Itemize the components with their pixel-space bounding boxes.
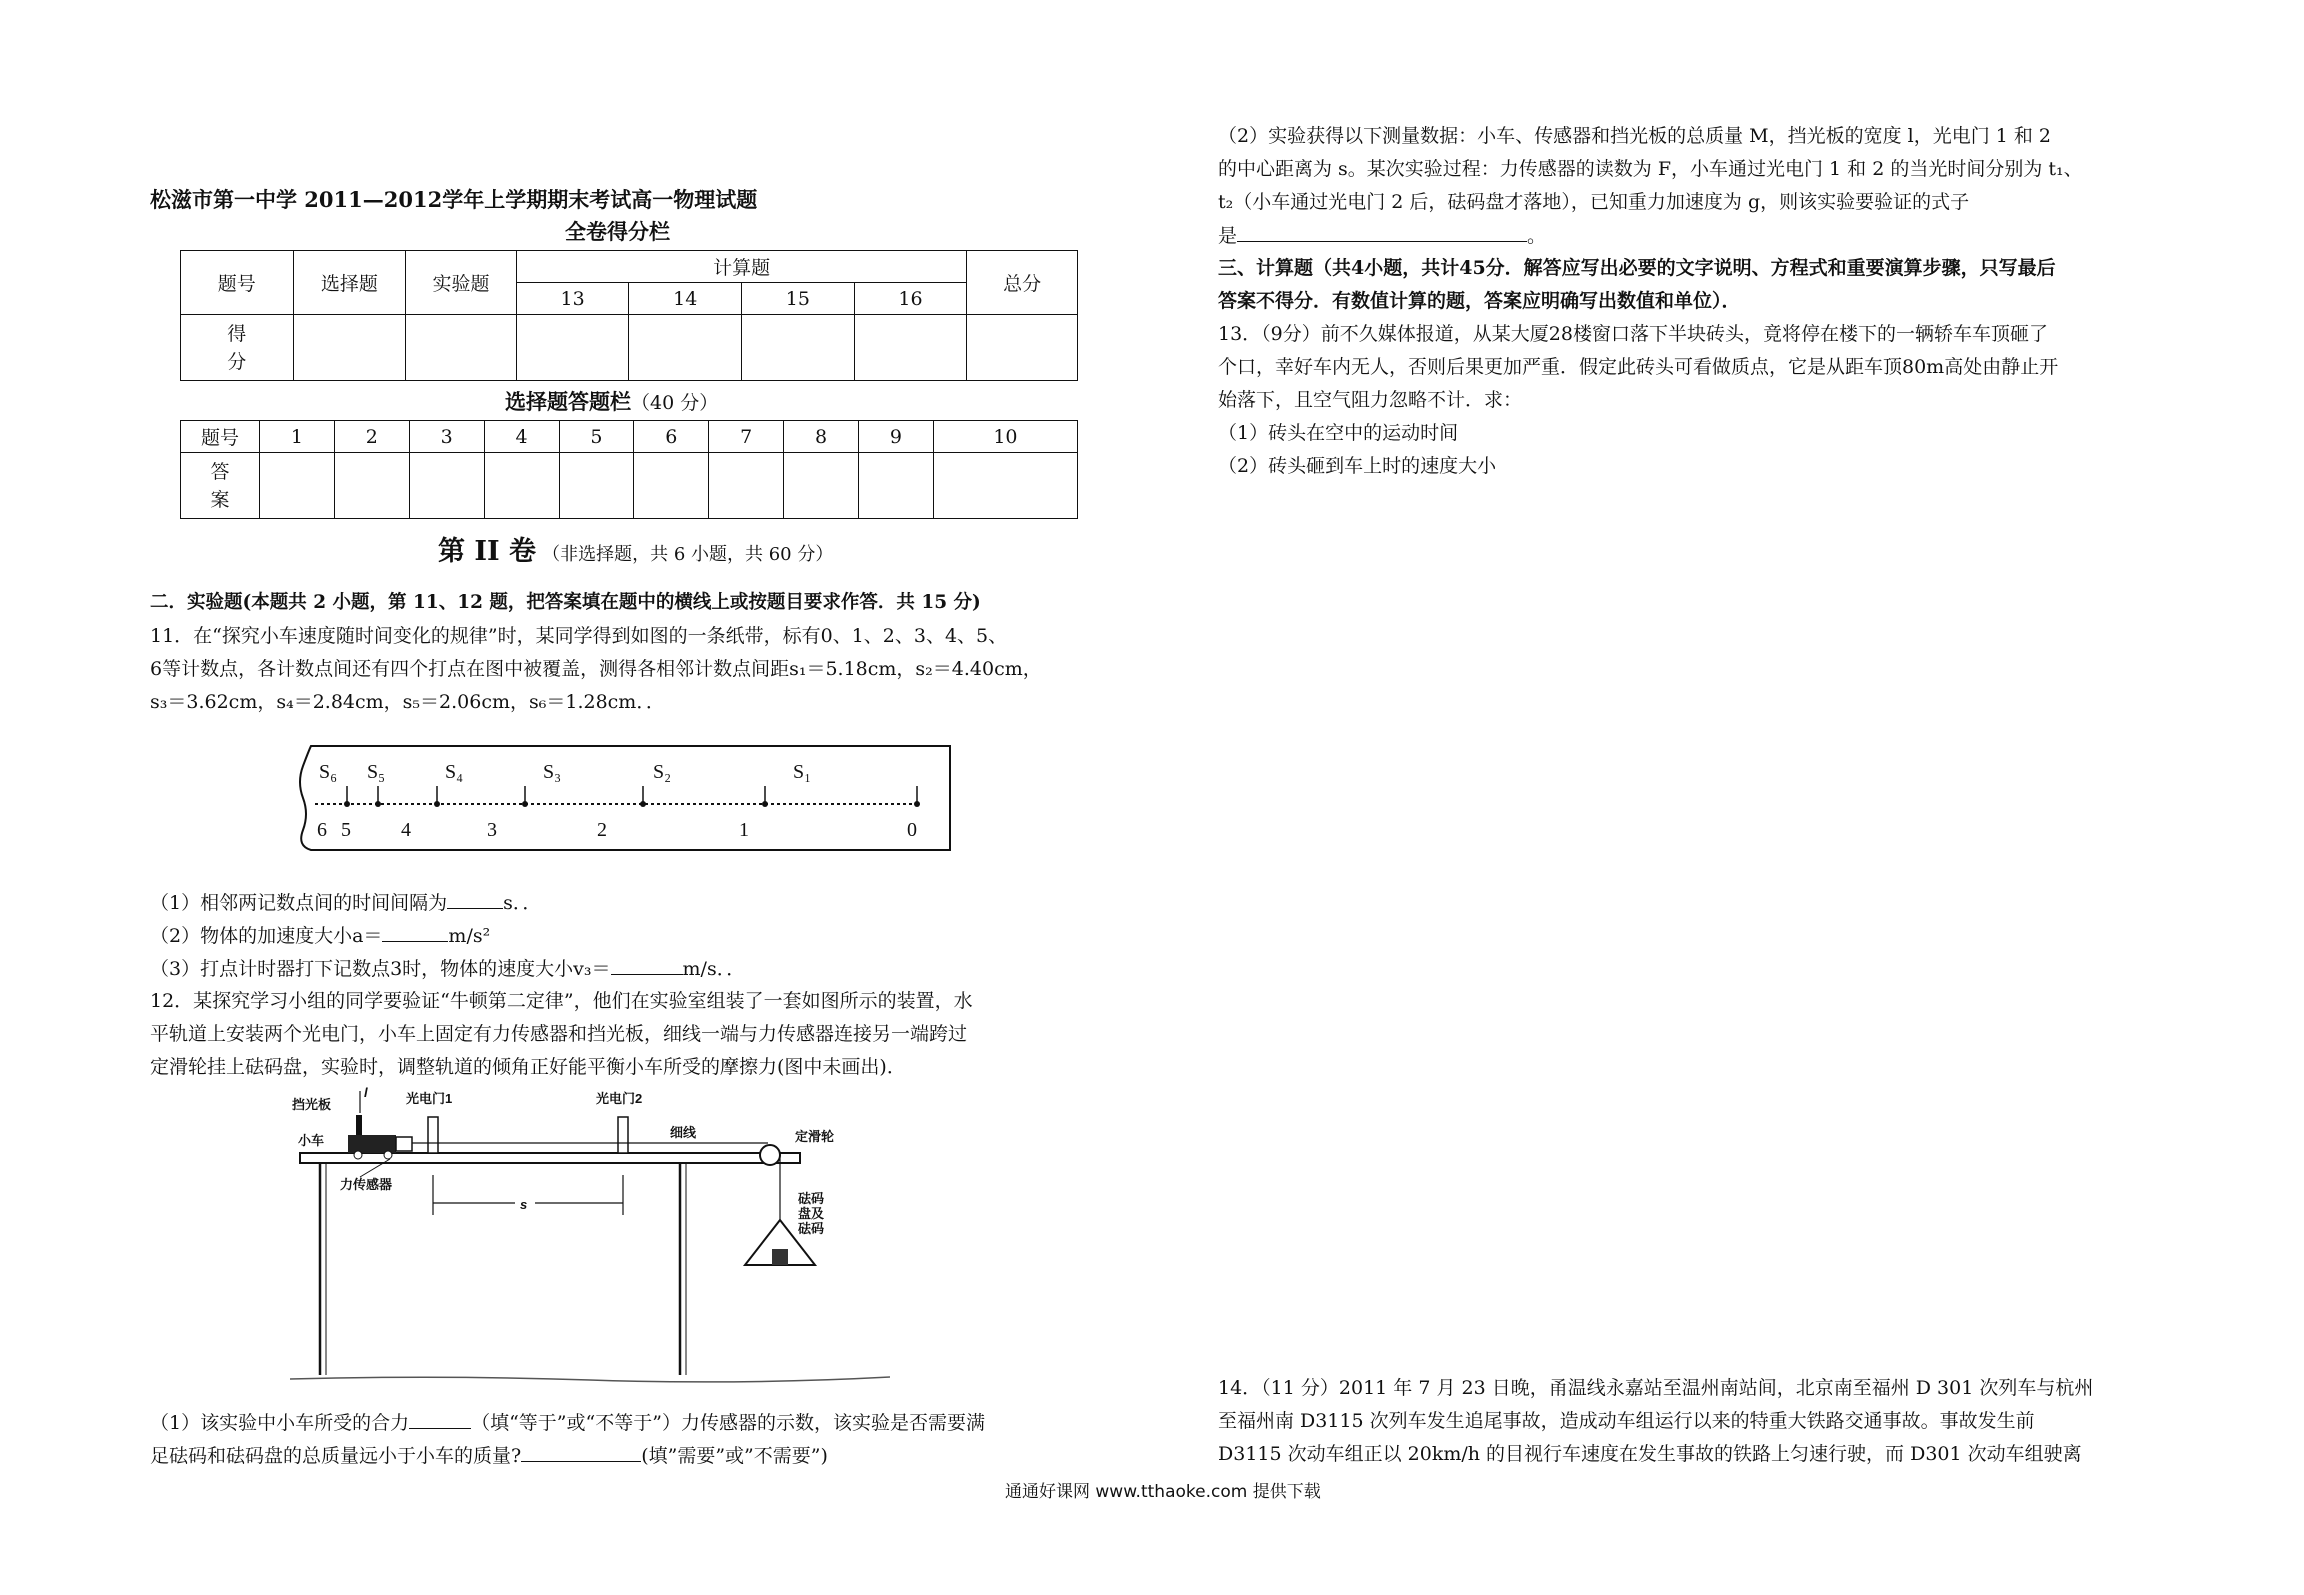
section2-heading: 二．实验题(本题共 2 小题，第 11、12 题，把答案填在题中的横线上或按题目要求作答．共 15 分) [150,592,981,613]
tape-s-label: S₆ [319,761,338,783]
tape-s-label: S₃ [543,761,562,783]
q11-answer-blank-2[interactable] [382,923,448,942]
q13-line1: 13．（9分）前不久媒体报道，从某大厦28楼窗口落下半块砖头，竟将停在楼下的一辆轿车车顶砸了 [1218,323,2048,345]
answer-header-num: 8 [784,421,859,453]
answer-cell[interactable] [709,453,784,519]
score-table-caption: 全卷得分栏 [565,219,670,244]
q12-2-line4 [1218,223,1546,248]
floor [290,1377,890,1382]
q12-line3: 定滑轮挂上砝码盘，实验时，调整轨道的倾角正好能平衡小车所受的摩擦力(图中未画出)． [150,1056,906,1078]
fig-label-l: l [364,1085,368,1100]
answer-header-num: 6 [634,421,709,453]
answer-cell[interactable] [859,453,934,519]
q12-2-text-a: 是 [1218,225,1238,247]
fig-label-s: s [520,1197,528,1212]
answer-row-label-2: 案 [210,488,230,511]
answer-row-label-1: 答 [210,460,230,483]
score-cell[interactable] [293,315,406,381]
score-row-label-1: 得 [227,322,247,345]
fig-label-dinghualun: 定滑轮 [795,1129,835,1144]
fig-label-fama2: 盘及 [798,1206,825,1221]
score-header-q15: 15 [742,283,855,315]
tape-s-label: S₁ [793,761,812,783]
q12-line2: 平轨道上安装两个光电门，小车上固定有力传感器和挡光板，细线一端与力传感器连接另一端跨过 [150,1023,968,1045]
part2-title: 第 II 卷 [438,536,537,567]
q13-part2: （2）砖头砸到车上时的速度大小 [1218,455,1497,477]
ticker-tape-figure [295,738,955,858]
fig-label-gate1: 光电门1 [406,1091,453,1106]
q12-2-text-b: 。 [1527,225,1547,247]
part2-subtitle: （非选择题，共 6 小题，共 60 分） [542,544,834,565]
fig-label-dangguangban: 挡光板 [292,1097,332,1112]
q11-part1-unit: s．． [503,892,542,914]
answer-table [180,420,1078,519]
tape-s-label: S₄ [445,761,464,783]
q12-part1-text-b: （填“等于”或“不等于”）力传感器的示数，该实验是否需要满 [471,1412,985,1434]
answer-header-tihao: 题号 [181,421,260,453]
answer-header-num: 3 [409,421,484,453]
answer-header-num: 4 [484,421,559,453]
part2-heading [438,536,834,567]
score-header-zongfen: 总分 [967,251,1078,315]
photogate-2 [618,1117,628,1153]
tape-point-label: 6 [317,819,327,841]
score-cell[interactable] [516,315,629,381]
track [300,1153,800,1163]
fig-label-xiaoche: 小车 [298,1133,325,1148]
score-header-shiyan: 实验题 [406,251,517,315]
answer-cell[interactable] [784,453,859,519]
tape-ticks [347,786,917,804]
fig-label-gate2: 光电门2 [596,1091,643,1106]
answer-table-caption [505,390,718,415]
q11-answer-blank-1[interactable] [447,890,503,909]
answer-table-header-row [181,421,1078,453]
score-header-xuanze: 选择题 [293,251,406,315]
q12-2-line3: t₂（小车通过光电门 2 后，砝码盘才落地），已知重力加速度为 g，则该实验要验证的式子 [1218,191,1970,213]
q11-line2: 6等计数点，各计数点间还有四个打点在图中被覆盖，测得各相邻计数点间距s₁＝5.18cm，s₂＝4.40cm， [150,658,1042,680]
score-header-jisuan: 计算题 [516,251,967,283]
q12-part1-text-d: (填”需要”或”不需要”) [641,1445,828,1467]
q11-line1: 11．在“探究小车速度随时间变化的规律”时，某同学得到如图的一条纸带，标有0、1、2、3、4、5、 [150,625,1008,647]
score-header-q16: 16 [854,283,967,315]
q12-2-line1: （2）实验获得以下测量数据：小车、传感器和挡光板的总质量 M，挡光板的宽度 l，光电门 1 和 2 [1218,125,2051,147]
answer-cell[interactable] [409,453,484,519]
tape-point-label: 1 [739,819,749,841]
q12-answer-blank-1[interactable] [409,1410,471,1429]
tape-point-label: 2 [597,819,607,841]
answer-cell[interactable] [484,453,559,519]
answer-cell[interactable] [933,453,1077,519]
fig-label-lichuanganqi: 力传感器 [340,1177,393,1192]
tape-point-label: 5 [341,819,351,841]
answer-table-caption-text: 选择题答题栏 [505,389,631,414]
cart-wheel [354,1151,362,1159]
section3-heading-1: 三、计算题（共4小题，共计45分．解答应写出必要的文字说明、方程式和重要演算步骤，只写最后 [1218,257,2056,279]
q13-part1: （1）砖头在空中的运动时间 [1218,422,1459,444]
answer-cell[interactable] [260,453,335,519]
answer-header-num: 5 [559,421,634,453]
pulley [760,1145,780,1165]
tape-s-label: S₂ [653,761,672,783]
score-cell[interactable] [742,315,855,381]
answer-cell[interactable] [559,453,634,519]
score-cell[interactable] [967,315,1078,381]
q14-line2: 至福州南 D3115 次列车发生追尾事故，造成动车组运行以来的特重大铁路交通事故。事故发生前 [1218,1410,2035,1432]
answer-cell[interactable] [334,453,409,519]
cart-wheel [384,1151,392,1159]
q12-part1-text-a: （1）该实验中小车所受的合力 [150,1412,410,1434]
q13-line2: 个口，幸好车内无人，否则后果更加严重．假定此砖头可看做质点，它是从距车顶80m高处由静止开 [1218,356,2059,378]
score-table [180,250,1078,381]
tape-s-label: S₅ [367,761,386,783]
q11-line3: s₃＝3.62cm，s₄＝2.84cm，s₅＝2.06cm，s₆＝1.28cm．． [150,691,665,713]
q11-answer-blank-3[interactable] [611,956,683,975]
answer-row-label [181,453,260,519]
cart [348,1135,396,1153]
score-cell[interactable] [629,315,742,381]
answer-header-num: 1 [260,421,335,453]
q14-line1: 14．（11 分）2011 年 7 月 23 日晚，甬温线永嘉站至温州南站间，北京南至福州 D 301 次列车与杭州 [1218,1377,2094,1399]
section3-heading-2: 答案不得分．有数值计算的题，答案应明确写出数值和单位）． [1218,290,1741,312]
q11-part2 [150,923,490,948]
tape-outline [300,746,950,850]
q11-part2-text: （2）物体的加速度大小a＝ [150,925,383,947]
shading-plate [356,1115,362,1135]
tape-point-label: 0 [907,819,917,841]
q11-part3 [150,956,745,981]
fig-label-fama3: 砝码 [798,1221,825,1236]
q11-part3-unit: m/s．． [682,958,746,980]
apparatus-figure [290,1085,890,1385]
q13-line3: 始落下，且空气阻力忽略不计．求： [1218,389,1523,411]
answer-header-num: 7 [709,421,784,453]
q14-line3: D3115 次动车组正以 20km/h 的目视行车速度在发生事故的铁路上匀速行驶，而 D301 次动车组驶离 [1218,1443,2082,1465]
force-sensor [396,1137,412,1151]
score-header-q13: 13 [516,283,629,315]
weight [772,1249,788,1265]
score-row-label [181,315,294,381]
q11-part2-unit: m/s² [448,925,491,947]
tape-point-label: 4 [401,819,411,841]
q11-part3-text: （3）打点计时器打下记数点3时，物体的速度大小v₃＝ [150,958,611,980]
score-cell[interactable] [854,315,967,381]
q12-part1-text-c: 足砝码和砝码盘的总质量远小于小车的质量? [150,1445,522,1467]
q12-answer-blank-2[interactable] [521,1443,641,1462]
fig-label-fama1: 砝码 [798,1191,825,1206]
score-header-tihao: 题号 [181,251,294,315]
answer-table-caption-pts: （40 分） [631,392,719,414]
exam-title: 松滋市第一中学 2011—2012学年上学期期末考试高一物理试题 [150,187,758,212]
score-header-q14: 14 [629,283,742,315]
q12-part1-line1 [150,1410,985,1435]
footer-credit: 通通好课网 www.tthaoke.com 提供下载 [1005,1482,1321,1502]
q12-2-answer-blank[interactable] [1237,223,1527,242]
score-cell[interactable] [406,315,517,381]
answer-cell[interactable] [634,453,709,519]
answer-header-num: 10 [933,421,1077,453]
q12-2-line2: 的中心距离为 s。某次实验过程：力传感器的读数为 F，小车通过光电门 1 和 2 的当光时间分别为 t₁、 [1218,158,2083,180]
answer-header-num: 2 [334,421,409,453]
score-row-label-2: 分 [227,350,247,373]
tape-point-label: 3 [487,819,497,841]
q12-part1-line2 [150,1443,828,1468]
q12-line1: 12．某探究学习小组的同学要验证“牛顿第二定律”，他们在实验室组装了一套如图所示的装置，水 [150,990,973,1012]
photogate-1 [428,1117,438,1153]
q11-part1-text: （1）相邻两记数点间的时间间隔为 [150,892,448,914]
q11-part1 [150,890,541,915]
answer-header-num: 9 [859,421,934,453]
fig-label-xixian: 细线 [670,1125,697,1140]
